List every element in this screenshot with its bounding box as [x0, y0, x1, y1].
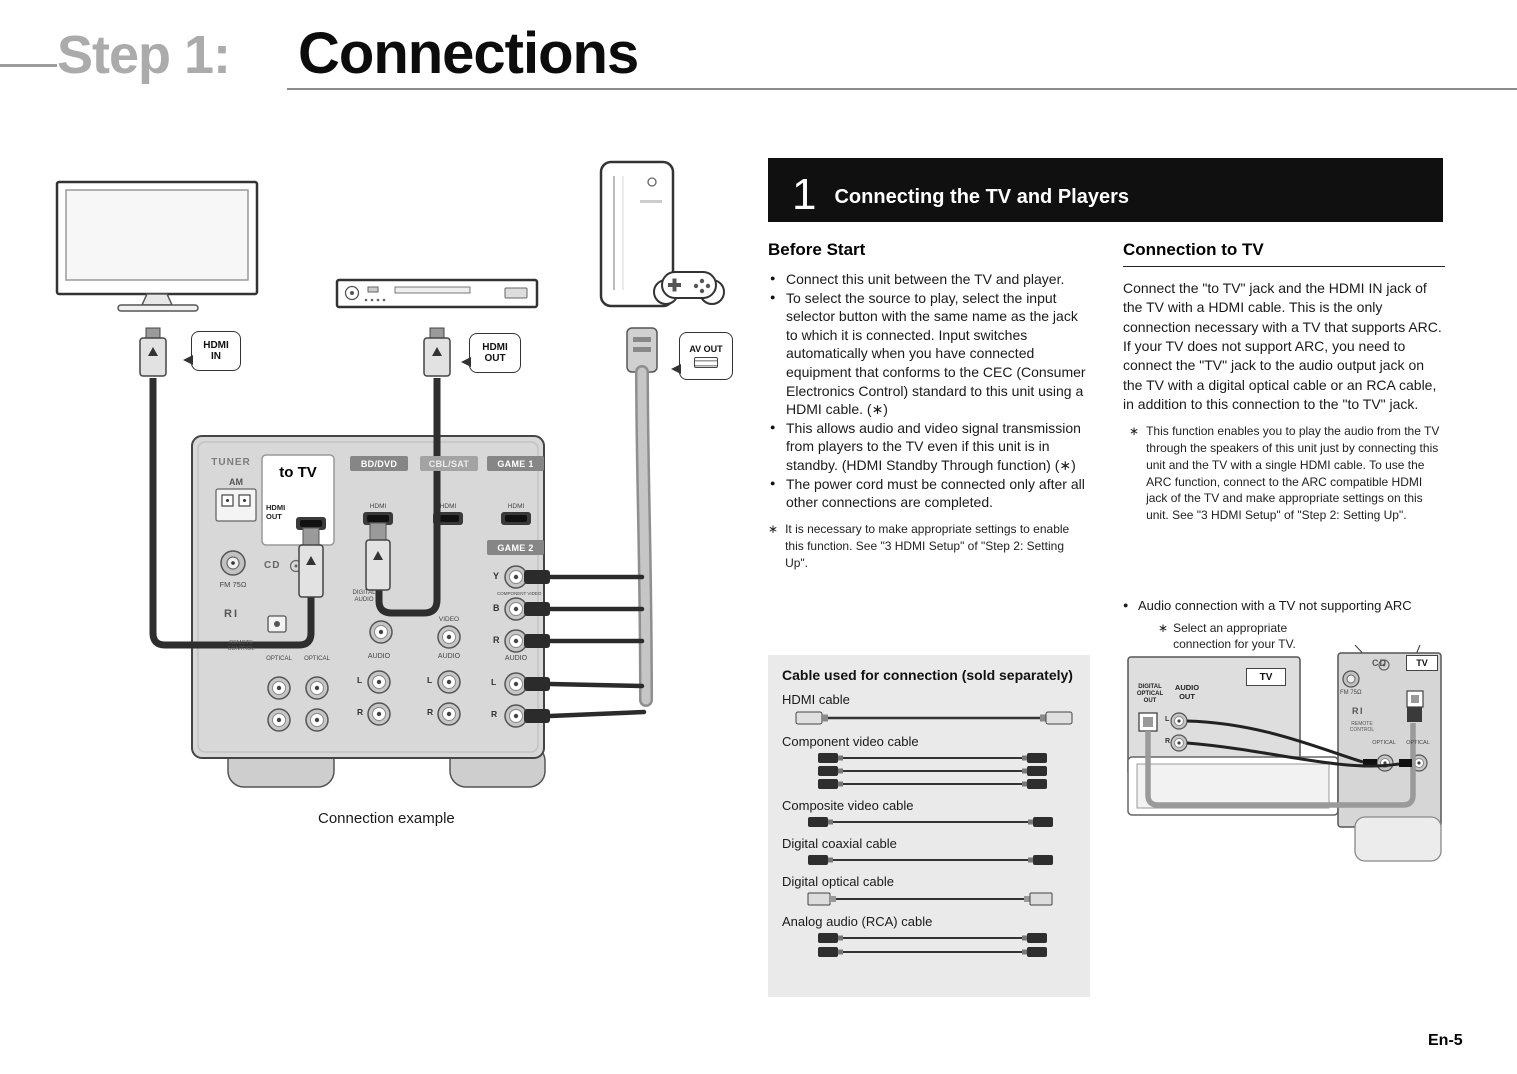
- tv-diagram-audio-out: AUDIO OUT: [1174, 683, 1200, 701]
- cable-label-rca: Analog audio (RCA) cable: [782, 913, 933, 929]
- callout-hdmi-out: [469, 333, 521, 373]
- tv-diagram-tv-device-label: [1246, 668, 1286, 686]
- tv-diagram-fm: FM 75Ω: [1340, 690, 1362, 696]
- receiver-label-game2: GAME 2: [487, 540, 544, 555]
- section-banner: [768, 158, 1443, 222]
- receiver-label-audio-game2: AUDIO: [504, 655, 528, 662]
- cable-label-optical: Digital optical cable: [782, 873, 895, 889]
- before-start-footnote: [768, 521, 1090, 571]
- receiver-label-hdmi-out: HDMI OUT: [266, 503, 286, 521]
- before-start-heading: Before Start: [768, 240, 866, 259]
- footnote-star: ∗: [1129, 424, 1140, 439]
- receiver-label-to-tv: to TV: [279, 464, 317, 481]
- receiver-label-cbl-sat: CBL/SAT: [420, 456, 478, 471]
- hdmi-plug-bd-panel: [366, 523, 390, 590]
- receiver-label-r-game2: R: [491, 709, 498, 719]
- receiver-label-component-video: COMPONENT VIDEO: [497, 591, 542, 596]
- tv-illustration: [57, 182, 257, 311]
- tv-diagram-digital-optical-out: DIGITAL OPTICAL OUT: [1136, 684, 1164, 704]
- receiver-label-cd: CD: [264, 560, 281, 571]
- cable-box-heading: Cable used for connection (sold separately): [782, 667, 1073, 683]
- receiver-label-r-bd: R: [357, 707, 364, 717]
- hdmi-plug-tv: [140, 328, 166, 376]
- before-start-bullet-4: ● The power cord must be connected only after all other connections are completed.: [768, 475, 1090, 512]
- before-start-bullet-1: ● Connect this unit between the TV and player.: [768, 270, 1090, 289]
- receiver-label-l-bd: L: [357, 675, 363, 685]
- before-start-list: [768, 270, 1090, 512]
- tv-diagram-tv-jack-label: [1406, 655, 1438, 671]
- before-start-bullet-2: ● To select the source to play, select the input selector button with the same name as the jack to which it is connected. Input switches automatically when you have connected equipment that conforms to the CEC (Consumer Electronics Control) standard to this unit using a HDMI cable. (∗): [768, 289, 1090, 419]
- callout-hdmi-out-label: HDMI OUT: [482, 341, 508, 364]
- page-number: En-5: [1428, 1032, 1463, 1049]
- connection-to-tv-footnote: [1129, 423, 1445, 524]
- cable-label-coaxial: Digital coaxial cable: [782, 835, 897, 851]
- tv-diagram-l: L: [1165, 716, 1170, 723]
- header-rule: [287, 88, 1517, 90]
- receiver-label-hdmi-bd: HDMI: [369, 503, 387, 510]
- callout-hdmi-in-label: HDMI IN: [203, 339, 229, 362]
- receiver-label-optical-1: OPTICAL: [266, 656, 292, 662]
- receiver-label-hdmi-cbl: HDMI: [439, 503, 457, 510]
- hdmi-cable-icon: [790, 709, 1080, 727]
- receiver-label-tuner: TUNER: [211, 457, 251, 468]
- connection-to-tv-footnote-text: This function enables you to play the audio from the TV through the speakers of this unit just by connecting this unit and the TV with a single HDMI cable. To use the ARC function, connect to the ARC compatible HDMI jack of the TV and make appropriate settings on this unit. See "3 HDMI Setup" of "Step 2: Setting Up".: [1146, 424, 1440, 523]
- receiver-label-bd-dvd: BD/DVD: [350, 456, 408, 471]
- connection-to-tv-section: [1123, 240, 1445, 524]
- receiver-label-ri: RI: [224, 608, 239, 620]
- av-connector-icon: [694, 357, 718, 368]
- callout-av-out-label: AV OUT: [689, 344, 723, 355]
- receiver-label-b: B: [493, 603, 500, 613]
- cable-label-composite: Composite video cable: [782, 797, 914, 813]
- receiver-label-optical-2: OPTICAL: [304, 656, 330, 662]
- footnote-star: ∗: [768, 521, 779, 536]
- connection-to-tv-body: Connect the "to TV" jack and the HDMI IN jack of the TV with a HDMI cable. This is the only connection necessary with a TV that supports ARC. If your TV does not support ARC, you need to connect the "TV" jack to the audio output jack on the TV with a digital optical cable or an RCA cable, in addition to this connection to the "to TV" jack.: [1123, 280, 1442, 412]
- before-start-footnote-text: It is necessary to make appropriate settings to enable this function. See "3 HDMI Setup" of "Step 2: Setting Up".: [785, 521, 1070, 570]
- callout-hdmi-in: [191, 331, 241, 371]
- select-note-text: Select an appropriate connection for your TV.: [1173, 621, 1296, 651]
- receiver-label-y: Y: [493, 571, 500, 581]
- receiver-label-video: VIDEO: [438, 616, 460, 623]
- callout-av-out: [679, 332, 733, 380]
- cable-label-hdmi: HDMI cable: [782, 691, 850, 707]
- cable-label-component: Component video cable: [782, 733, 919, 749]
- rca-cable-icon: [790, 931, 1080, 959]
- tv-diagram-optical-1: OPTICAL: [1372, 740, 1396, 746]
- composite-cable-icon: [790, 815, 1080, 829]
- coaxial-cable-icon: [790, 853, 1080, 867]
- receiver-label-remote-control: REMOTE CONTROL: [227, 640, 255, 653]
- gamepad-illustration: [654, 272, 724, 304]
- tv-diagram-cd: CD: [1372, 658, 1387, 668]
- receiver-label-l-cbl: L: [427, 675, 433, 685]
- tv-diagram-ri: RI: [1352, 706, 1364, 716]
- receiver-label-hdmi-game1: HDMI: [507, 503, 525, 510]
- tv-jack-label-text: TV: [1416, 658, 1428, 668]
- receiver-label-r-cbl: R: [427, 707, 434, 717]
- optical-cable-icon: [790, 891, 1080, 907]
- receiver-label-r-comp: R: [493, 635, 500, 645]
- before-start-section: [768, 240, 1090, 571]
- section-title: Connecting the TV and Players: [834, 186, 1129, 208]
- audio-note-text: Audio connection with a TV not supporting ARC: [1138, 598, 1412, 613]
- before-start-bullet-3: ● This allows audio and video signal transmission from players to the TV even if this unit is in standby. (HDMI Standby Through function) (∗): [768, 419, 1090, 475]
- tv-diagram-remote-control: REMOTE CONTROL: [1349, 721, 1375, 733]
- hdmi-plug-to-tv: [299, 528, 323, 597]
- receiver-label-audio-bd: AUDIO: [367, 653, 391, 660]
- tv-diagram-optical-2: OPTICAL: [1406, 740, 1430, 746]
- tv-device-label-text: TV: [1259, 671, 1273, 683]
- receiver-label-audio-cbl: AUDIO: [437, 653, 461, 660]
- component-cable-icon: [790, 751, 1080, 791]
- cable-box: [768, 655, 1090, 997]
- receiver-label-l-game2: L: [491, 677, 497, 687]
- av-cable: [627, 328, 657, 700]
- hdmi-plug-bd: [424, 328, 450, 376]
- connection-diagram-art: [0, 140, 770, 840]
- receiver-label-fm: FM 75Ω: [219, 580, 247, 589]
- bd-player-illustration: [337, 280, 537, 307]
- step-label: Step 1:: [57, 25, 231, 85]
- tv-diagram-r: R: [1165, 738, 1171, 745]
- connection-to-tv-heading: Connection to TV: [1123, 240, 1445, 267]
- receiver-label-am: AM: [229, 477, 243, 487]
- select-note-star: ∗: [1158, 621, 1169, 635]
- header-rule-stub: [0, 64, 57, 67]
- diagram-caption: Connection example: [318, 810, 455, 827]
- receiver-label-game1: GAME 1: [487, 456, 544, 471]
- audio-note: [1123, 598, 1453, 613]
- receiver-label-digital-audio: DIGITAL AUDIO: [352, 590, 376, 603]
- page-title: Connections: [298, 21, 639, 86]
- section-number: 1: [792, 169, 817, 219]
